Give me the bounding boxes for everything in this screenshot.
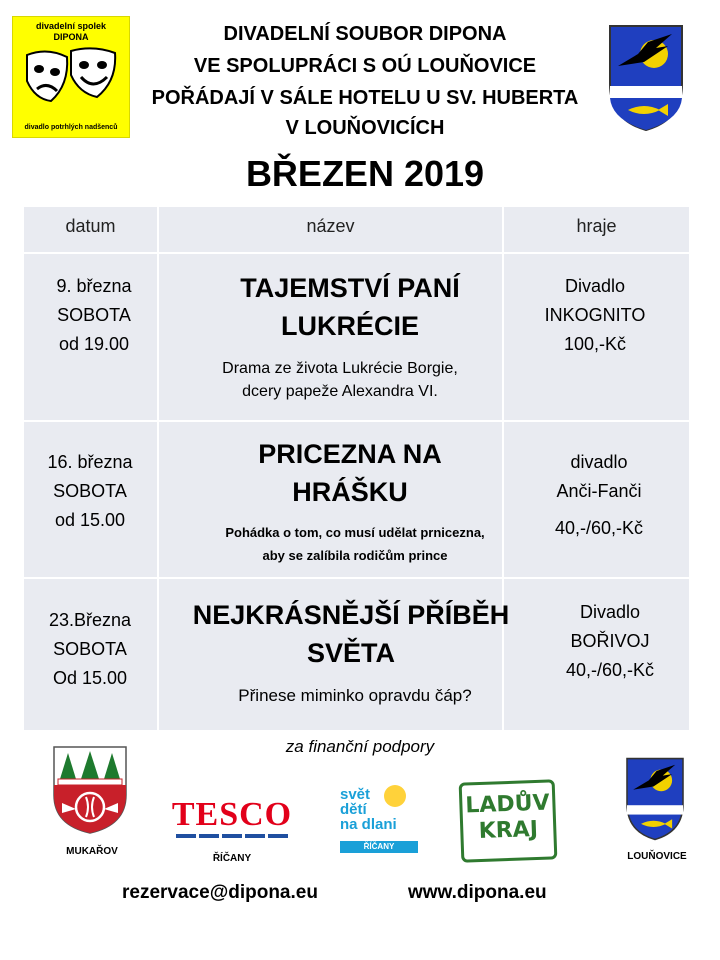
- theatre-masks-icon: [21, 45, 121, 119]
- performer-line: Divadlo: [564, 276, 626, 296]
- header-line-1: DIVADELNÍ SOUBOR DIPONA: [223, 23, 507, 45]
- ticket-price: 40,-/60,-Kč: [565, 660, 655, 680]
- event-performer: [520, 598, 700, 685]
- dipona-logo: [12, 16, 130, 138]
- date-day: 23.Března: [48, 610, 132, 630]
- performer-line: Divadlo: [579, 602, 641, 622]
- event-title-line: TAJEMSTVÍ PANÍ: [240, 273, 460, 303]
- event-title: [190, 435, 510, 511]
- date-time: od 19.00: [58, 334, 130, 354]
- performer-name: BOŘIVOJ: [570, 631, 650, 651]
- date-day: 9. března: [56, 276, 132, 296]
- laduv-text: LADŮV: [464, 790, 550, 819]
- performer-name: Anči-Fanči: [556, 481, 642, 501]
- header-line-4: V LOUŇOVICÍCH: [285, 117, 445, 139]
- event-title-line: PRICEZNA NA: [258, 439, 442, 469]
- laduv-kraj-logo: [459, 779, 558, 862]
- sponsor-label-tesco: ŘÍČANY: [212, 853, 252, 864]
- table-row-date: [24, 606, 156, 693]
- event-description: [180, 684, 530, 707]
- logo-bottom-text: divadlo potrhlých nadšenců: [24, 124, 118, 131]
- date-weekday: SOBOTA: [57, 305, 131, 325]
- event-title-line: LUKRÉCIE: [280, 311, 419, 341]
- table-divider: [24, 577, 689, 579]
- svet-city-text: ŘÍČANY: [340, 841, 418, 853]
- date-weekday: SOBOTA: [53, 481, 127, 501]
- column-header-title: název: [306, 216, 355, 236]
- event-title-line: SVĚTA: [306, 638, 395, 668]
- date-time: od 15.00: [54, 510, 126, 530]
- event-description: [190, 521, 520, 567]
- event-performer: [500, 272, 690, 359]
- performer-name: INKOGNITO: [544, 305, 646, 325]
- date-day: 16. března: [47, 452, 133, 472]
- column-header-performer: hraje: [576, 216, 617, 236]
- logo-top-text: divadelní spolek: [35, 21, 107, 31]
- sponsor-label-mukarov: MUKAŘOV: [66, 846, 118, 857]
- table-row-date: [24, 272, 164, 359]
- date-time: Od 15.00: [52, 668, 128, 688]
- logo-name-text: DIPONA: [53, 32, 89, 42]
- header-line-3: POŘÁDAJÍ V SÁLE HOTELU U SV. HUBERTA: [151, 87, 579, 109]
- mukarov-crest-icon: [52, 745, 128, 835]
- svet-text: dětí: [340, 801, 367, 818]
- tesco-stripes: [162, 834, 302, 838]
- header-line-2: VE SPOLUPRÁCI S OÚ LOUŇOVICE: [193, 55, 537, 77]
- event-performer: [504, 448, 694, 543]
- date-weekday: SOBOTA: [53, 639, 127, 659]
- tesco-logo: [162, 798, 302, 844]
- event-description-line: dcery papeže Alexandra VI.: [242, 383, 438, 400]
- support-text: za finanční podpory: [285, 737, 435, 756]
- page-title: BŘEZEN 2019: [245, 153, 485, 194]
- contact-email-link[interactable]: rezervace@dipona.eu: [122, 882, 318, 903]
- svet-deti-logo: [336, 783, 422, 859]
- ticket-price: 100,-Kč: [563, 334, 627, 354]
- sponsor-label-lounovice: LOUŇOVICE: [627, 851, 687, 862]
- laduv-text: KRAJ: [478, 816, 539, 845]
- lounovice-crest-icon: [608, 24, 684, 132]
- event-title: [170, 596, 532, 672]
- svet-text: svět: [340, 786, 371, 803]
- event-title-line: NEJKRÁSNĚJŠÍ PŘÍBĚH: [192, 600, 510, 630]
- event-description: [170, 357, 510, 403]
- table-row-date: [24, 448, 156, 535]
- column-header-date: datum: [65, 216, 116, 236]
- event-description-line: aby se zalíbila rodičům prince: [262, 548, 448, 563]
- contact-website-link[interactable]: www.dipona.eu: [408, 882, 547, 903]
- performer-line: divadlo: [570, 452, 628, 472]
- event-description-line: Přinese miminko opravdu čáp?: [238, 686, 472, 705]
- event-title-line: HRÁŠKU: [292, 477, 408, 507]
- lounovice-crest-icon: [620, 757, 690, 841]
- event-description-line: Drama ze života Lukrécie Borgie,: [222, 360, 458, 377]
- tesco-wordmark: TESCO: [171, 796, 293, 833]
- event-description-line: Pohádka o tom, co musí udělat prnicezna,: [225, 525, 485, 540]
- svet-text: na dlani: [340, 816, 397, 833]
- table-divider: [24, 252, 689, 254]
- event-title: [190, 269, 510, 345]
- ticket-price: 40,-/60,-Kč: [554, 518, 644, 538]
- table-divider: [24, 420, 689, 422]
